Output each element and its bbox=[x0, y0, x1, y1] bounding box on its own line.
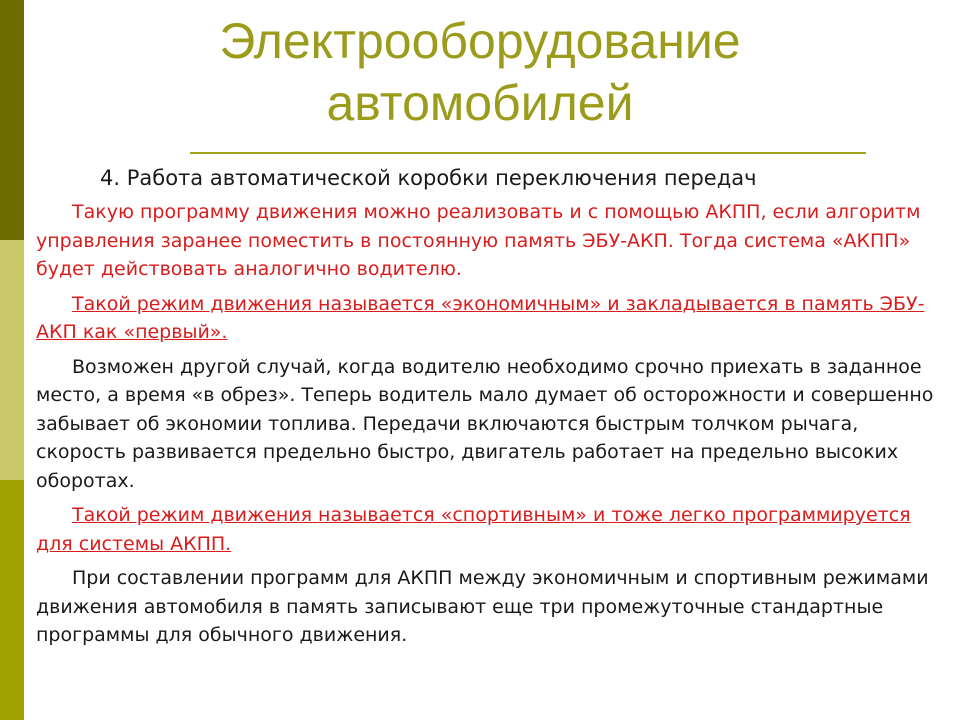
paragraph-sport-mode: Такой режим движения называется «спортивным» и тоже легко программируется для системы АКПП. bbox=[36, 504, 911, 555]
paragraph-program-akpp: Такую программу движения можно реализовать и с помощью АКПП, если алгоритм управления заранее поместить в постоянную память ЭБУ-АКП. Тогда система «АКПП» будет действовать аналогично водителю. bbox=[36, 201, 921, 280]
slide-title bbox=[150, 10, 810, 134]
side-stripe-top bbox=[0, 0, 24, 240]
side-stripe-middle bbox=[0, 240, 24, 480]
title-divider bbox=[190, 152, 866, 154]
slide-title-line2: автомобилей bbox=[326, 75, 634, 131]
slide-subtitle: 4. Работа автоматической коробки переключения передач bbox=[100, 166, 757, 190]
slide-body bbox=[36, 198, 950, 656]
paragraph-intermediate-programs: При составлении программ для АКПП между экономичным и спортивным режимами движения автомобиля в память записывают еще три промежуточные стандартные программы для обычного движения. bbox=[36, 567, 929, 646]
side-stripe-bottom bbox=[0, 480, 24, 720]
paragraph-economic-mode: Такой режим движения называется «экономичным» и закладывается в память ЭБУ-АКП как «первый». bbox=[36, 292, 925, 343]
slide-title-line1: Электрооборудование bbox=[219, 13, 741, 69]
paragraph-urgent-case: Возможен другой случай, когда водителю необходимо срочно приехать в заданное место, а время «в обрез». Теперь водитель мало думает об осторожности и совершенно забывает об экономии топлива. Передачи включаются быстрым толчком рычага, скорость развивается предельно быстро, двигатель работает на предельно высоких оборотах. bbox=[36, 355, 934, 492]
